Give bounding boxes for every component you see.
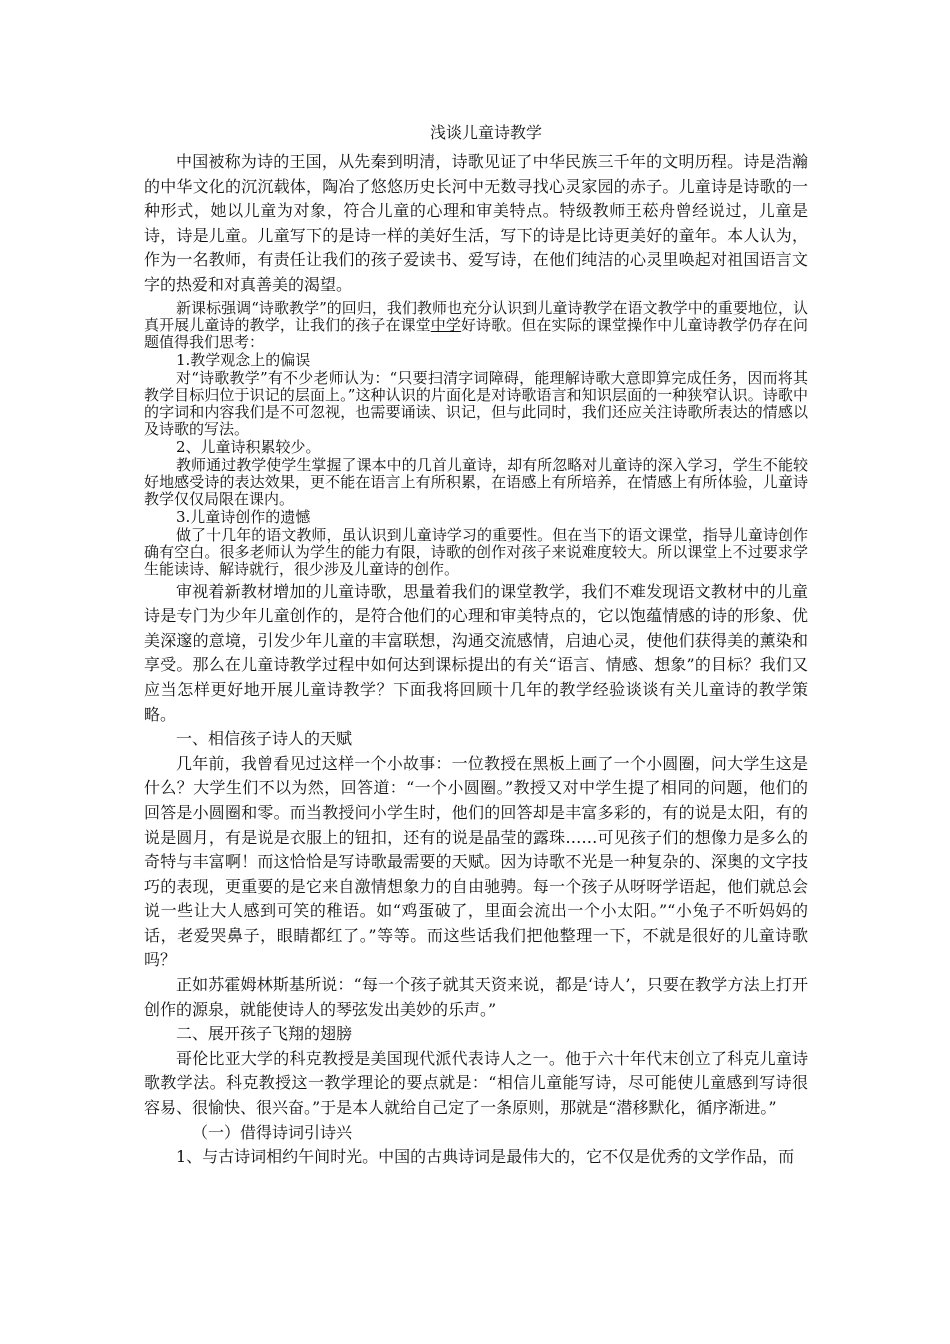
paragraph-curriculum-part2: 好诗歌。但在实际的课堂操作中儿童诗教学仍存在问题值得我们思考： [144, 315, 808, 351]
paragraph-point-1: 对“诗歌教学”有不少老师认为：“只要扫清字词障碍，能理解诗歌大意即算完成任务，因而将其教学目标归位于识记的层面上。”这种认识的片面化是对诗歌语言和知识层面的一种狭窄认识。诗歌中的字词和内容我们是不可忽视，也需要诵读、识记，但与此同时，我们还应关注诗歌所表达的情感以及诗歌的写法。 [144, 368, 808, 438]
underlined-word: 中学 [430, 315, 461, 334]
paragraph-intro: 中国被称为诗的王国，从先秦到明清，诗歌见证了中华民族三千年的文明历程。诗是浩瀚的中华文化的沉沉载体，陶冶了悠悠历史长河中无数寻找心灵家园的赤子。儿童诗是诗歌的一种形式，她以儿童为对象，符合儿童的心理和审美特点。特级教师王菘舟曾经说过，儿童是诗，诗是儿童。儿童写下的是诗一样的美好生活，写下的诗是比诗更美好的童年。本人认为，作为一名教师，有责任让我们的孩子爱读书、爱写诗，在他们纯洁的心灵里唤起对祖国语言文字的热爱和对真善美的渴望。 [144, 152, 808, 294]
paragraph-classical-poems: 1、与古诗词相约午间时光。中国的古典诗词是最伟大的，它不仅是优秀的文学作品，而 [176, 1147, 795, 1167]
document-page [144, 118, 808, 1170]
paragraph-curriculum [144, 300, 808, 351]
paragraph-point-3: 做了十几年的语文教师，虽认识到儿童诗学习的重要性。但在当下的语文课堂，指导儿童诗创作确有空白。很多老师认为学生的能力有限，诗歌的创作对孩子来说难度较大。所以课堂上不过要求学生能读诗、解诗就行，很少涉及儿童诗的创作。 [144, 525, 808, 578]
paragraph-koch: 哥伦比亚大学的科克教授是美国现代派代表诗人之一。他于六十年代末创立了科克儿童诗歌教学法。科克教授这一教学理论的要点就是：“相信儿童能写诗，尽可能使儿童感到写诗很容易、很愉快、很兴奋。”于是本人就给自己定了一条原则，那就是“潜移默化，循序渐进。” [144, 1048, 808, 1118]
heading-point-3: 3.儿童诗创作的遗憾 [176, 507, 311, 526]
paragraph-point-2: 教师通过教学使学生掌握了课本中的几首儿童诗，却有所忽略对儿童诗的深入学习，学生不能较好地感受诗的表达效果，更不能在语言上有所积累，在语感上有所培养，在情感上有所体验，儿童诗教学仅仅局限在课内。 [144, 455, 808, 508]
section-heading-2: 二、展开孩子飞翔的翅膀 [176, 1024, 353, 1044]
subsection-heading-1: （一）借得诗词引诗兴 [192, 1122, 353, 1142]
paragraph-reflection: 审视着新教材增加的儿童诗歌，思量着我们的课堂教学，我们不难发现语文教材中的儿童诗是专门为少年儿童创作的，是符合他们的心理和审美特点的，它以饱蕴情感的诗的形象、优美深邃的意境，引发少年儿童的丰富联想，沟通交流感情，启迪心灵，使他们获得美的薰染和享受。那么在儿童诗教学过程中如何达到课标提出的有关“语言、情感、想象”的目标？我们又应当怎样更好地开展儿童诗教学？下面我将回顾十几年的教学经验谈谈有关儿童诗的教学策略。 [144, 581, 808, 724]
document-title: 浅谈儿童诗教学 [429, 123, 542, 142]
heading-point-1: 1.教学观念上的偏误 [176, 350, 311, 369]
paragraph-story: 几年前，我曾看见过这样一个小故事：一位教授在黑板上画了一个小圆圈，问大学生这是什么？大学生们不以为然，回答道：“一个小圆圈。”教授又对中学生提了相同的问题，他们的回答是小圆圈和零。而当教授问小学生时，他们的回答却是丰富多彩的，有的说是太阳，有的说是圆月，有是说是衣服上的钮扣，还有的说是晶莹的露珠……可见孩子们的想像力是多么的奇特与丰富啊！而这恰恰是写诗歌最需要的天赋。因为诗歌不光是一种复杂的、深奥的文字技巧的表现，更重要的是它来自激情想象力的自由驰骋。每一个孩子从呀呀学语起，他们就总会说一些让大人感到可笑的稚语。如“鸡蛋破了，里面会流出一个小太阳。”“小兔子不听妈妈的话，老爱哭鼻子，眼睛都红了。”等等。而这些话我们把他整理一下，不就是很好的儿童诗歌吗？ [144, 753, 808, 970]
section-heading-1: 一、相信孩子诗人的天赋 [176, 729, 353, 749]
paragraph-quote: 正如苏霍姆林斯基所说：“每一个孩子就其天资来说，都是‘诗人’，只要在教学方法上打开创作的源泉，就能使诗人的琴弦发出美妙的乐声。” [144, 975, 808, 1019]
paragraph-curriculum-part1: 新课标强调“诗歌教学”的回归，我们教师也充分认识到儿童诗教学在语文教学中的重要地位，认真开展儿童诗的教学，让我们的孩子在课堂 [144, 298, 808, 334]
heading-point-2: 2、儿童诗积累较少。 [176, 437, 321, 456]
